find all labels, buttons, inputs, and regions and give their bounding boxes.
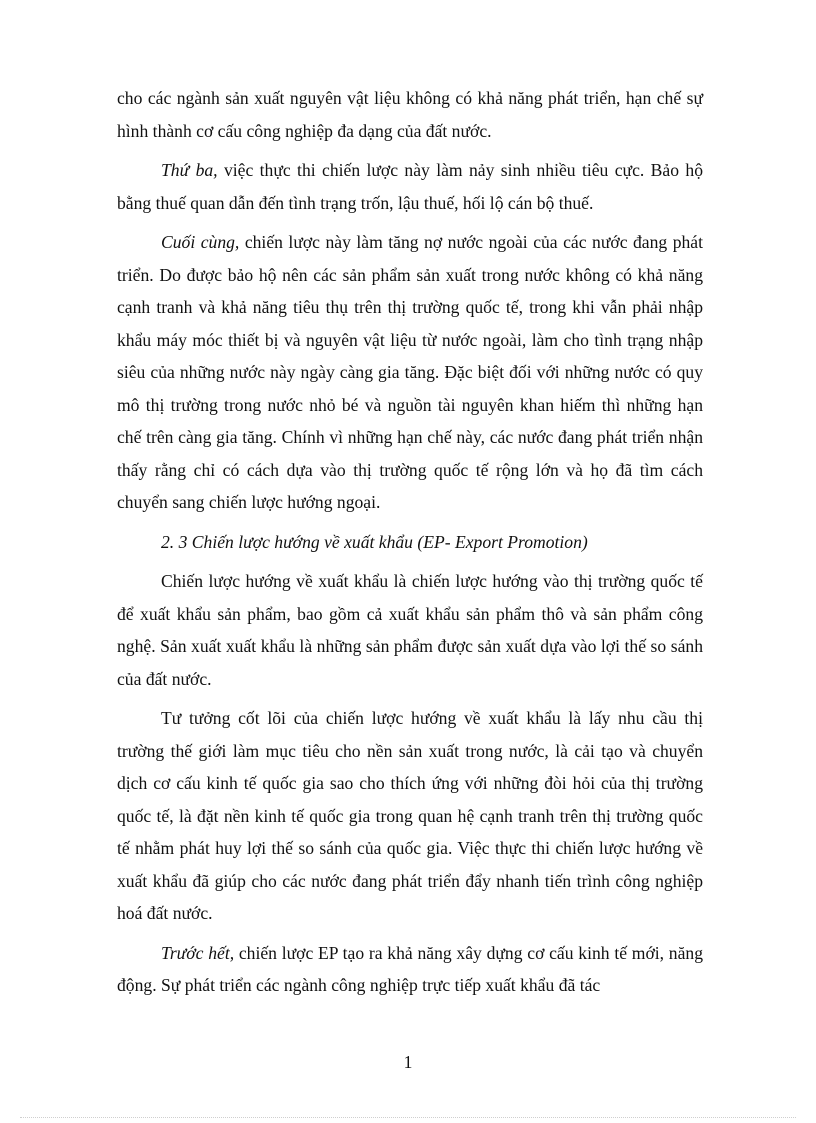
paragraph-3-lead: Cuối cùng,	[161, 232, 240, 252]
paragraph-4-text: Chiến lược hướng về xuất khẩu là chiến lược hướng vào thị trường quốc tế để xuất khẩu sản phẩm, bao gồm cả xuất khẩu sản phẩm thô và sản phẩm công nghệ. Sản xuất xuất khẩu là những sản phẩm được sản xuất dựa vào lợi thế so sánh của đất nước.	[117, 571, 703, 689]
paragraph-5-text: Tư tưởng cốt lõi của chiến lược hướng về xuất khẩu là lấy nhu cầu thị trường thế giới làm mục tiêu cho nền sản xuất trong nước, là cải tạo và chuyển dịch cơ cấu kinh tế quốc gia sao cho thích ứng với những đòi hỏi của thị trường quốc tế, là đặt nền kinh tế quốc gia trong quan hệ cạnh tranh trên thị trường quốc tế nhằm phát huy lợi thế so sánh của quốc gia. Việc thực thi chiến lược hướng về xuất khẩu đã giúp cho các nước đang phát triển đẩy nhanh tiến trình công nghiệp hoá đất nước.	[117, 708, 703, 923]
paragraph-6-lead: Trước hết,	[161, 942, 235, 963]
section-heading: 2. 3 Chiến lược hướng về xuất khẩu (EP- Export Promotion)	[161, 531, 588, 552]
document-body	[117, 82, 703, 1009]
paragraph-1-text: cho các ngành sản xuất nguyên vật liệu không có khả năng phát triển, hạn chế sự hình thành cơ cấu công nghiệp đa dạng của đất nước.	[117, 88, 703, 141]
paragraph-1	[117, 82, 703, 147]
paragraph-4	[117, 565, 703, 695]
paragraph-3	[117, 226, 703, 519]
page-number: 1	[403, 1052, 413, 1072]
paragraph-5	[117, 702, 703, 930]
paragraph-2	[117, 154, 703, 219]
paragraph-2-lead: Thứ ba,	[161, 160, 218, 180]
paragraph-6	[117, 937, 703, 1002]
paragraph-6-text: chiến lược EP tạo ra khả năng xây dựng cơ cấu kinh tế mới, năng động. Sự phát triển các ngành công nghiệp trực tiếp xuất khẩu đã tác	[117, 942, 704, 995]
paragraph-2-text: việc thực thi chiến lược này làm nảy sinh nhiều tiêu cực. Bảo hộ bằng thuế quan dẫn đến tình trạng trốn, lậu thuế, hối lộ cán bộ thuế.	[117, 160, 703, 213]
paragraph-3-text: chiến lược này làm tăng nợ nước ngoài của các nước đang phát triển. Do được bảo hộ nên các sản phẩm sản xuất trong nước không có khả năng cạnh tranh và khả năng tiêu thụ trên thị trường quốc tế, trong khi vẫn phải nhập khẩu máy móc thiết bị và nguyên vật liệu từ nước ngoài, làm cho tình trạng nhập siêu của những nước này ngày càng gia tăng. Đặc biệt đối với những nước có quy mô thị trường trong nước nhỏ bé và nguồn tài nguyên khan hiếm thì những hạn chế trên càng gia tăng. Chính vì những hạn chế này, các nước đang phát triển nhận thấy rằng chỉ có cách dựa vào thị trường quốc tế rộng lớn và họ đã tìm cách chuyển sang chiến lược hướng ngoại.	[117, 232, 703, 512]
page-bottom-divider	[20, 1117, 796, 1118]
